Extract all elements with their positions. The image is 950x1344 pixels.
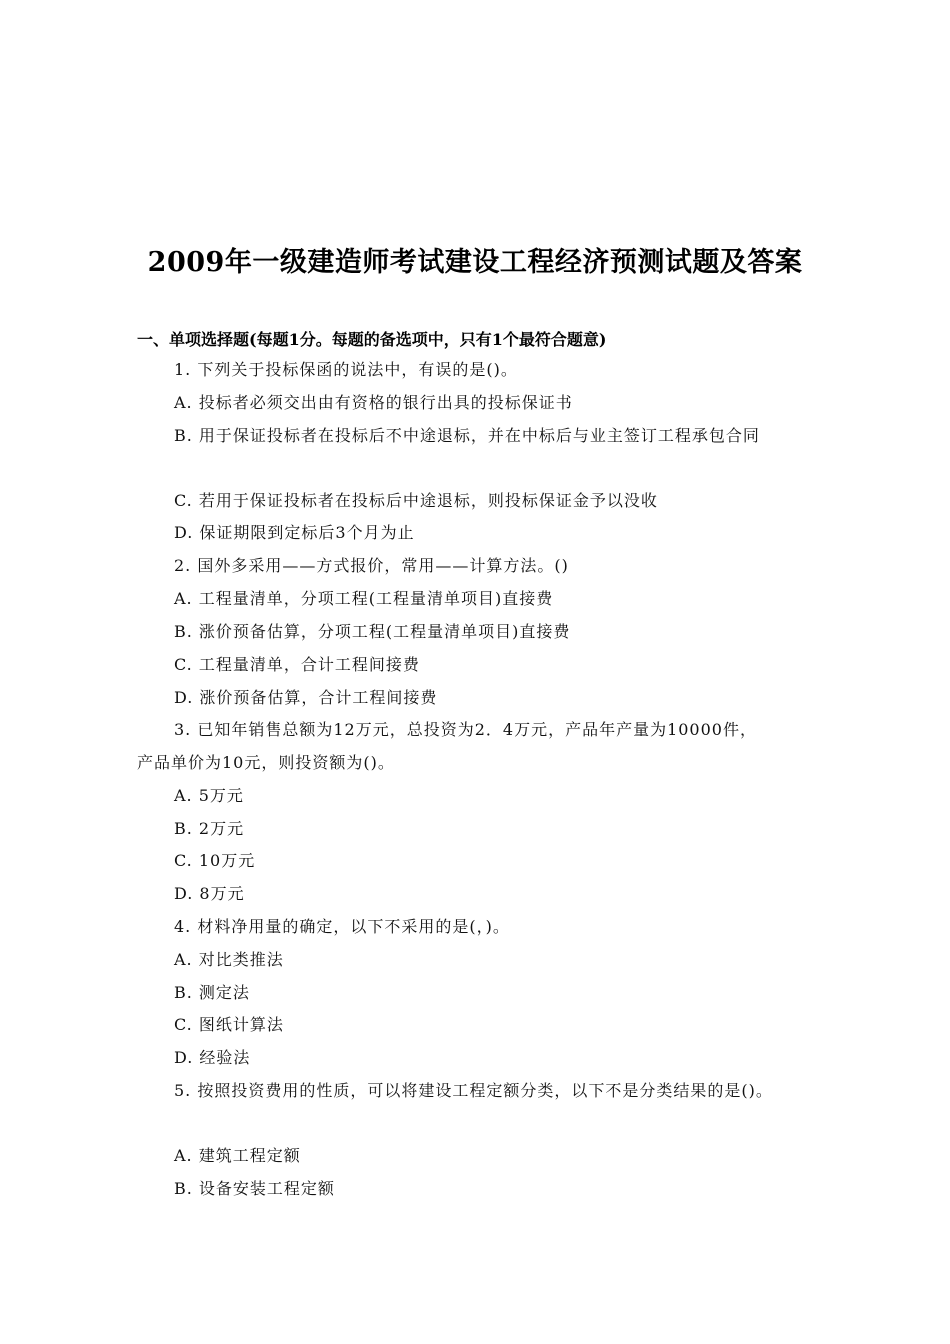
option-3a: A. 5万元 — [174, 786, 244, 805]
option-2b: B. 涨价预备估算，分项工程(工程量清单项目)直接费 — [174, 622, 571, 641]
option-4a: A. 对比类推法 — [174, 950, 284, 969]
question-5: 5. 按照投资费用的性质，可以将建设工程定额分类，以下不是分类结果的是()。 — [174, 1081, 773, 1100]
question-3-continued: 产品单价为10元，则投资额为()。 — [137, 753, 395, 772]
option-2a: A. 工程量清单，分项工程(工程量清单项目)直接费 — [174, 589, 554, 608]
question-2: 2. 国外多采用——方式报价，常用——计算方法。() — [174, 556, 569, 575]
question-4: 4. 材料净用量的确定，以下不采用的是(，)。 — [174, 917, 510, 936]
option-3d: D. 8万元 — [174, 884, 245, 903]
question-3: 3. 已知年销售总额为12万元，总投资为2．4万元，产品年产量为10000件， — [174, 720, 757, 739]
option-4b: B. 测定法 — [174, 983, 250, 1002]
option-2d: D. 涨价预备估算，合计工程间接费 — [174, 688, 438, 707]
option-2c: C. 工程量清单，合计工程间接费 — [174, 655, 420, 674]
option-1a: A. 投标者必须交出由有资格的银行出具的投标保证书 — [174, 393, 573, 412]
option-5b: B. 设备安装工程定额 — [174, 1179, 335, 1198]
option-1c: C. 若用于保证投标者在投标后中途退标，则投标保证金予以没收 — [174, 491, 658, 510]
option-3c: C. 10万元 — [174, 851, 256, 870]
question-1: 1. 下列关于投标保函的说法中，有误的是()。 — [174, 360, 518, 379]
section-heading: 一、单项选择题(每题1分。每题的备选项中，只有1个最符合题意) — [137, 330, 607, 349]
page-title: 2009年一级建造师考试建设工程经济预测试题及答案 — [147, 247, 803, 278]
option-5a: A. 建筑工程定额 — [174, 1146, 301, 1165]
option-1d: D. 保证期限到定标后3个月为止 — [174, 523, 415, 542]
option-4c: C. 图纸计算法 — [174, 1015, 284, 1034]
option-4d: D. 经验法 — [174, 1048, 251, 1067]
option-1b: B. 用于保证投标者在投标后不中途退标，并在中标后与业主签订工程承包合同 — [174, 426, 760, 445]
option-3b: B. 2万元 — [174, 819, 245, 838]
